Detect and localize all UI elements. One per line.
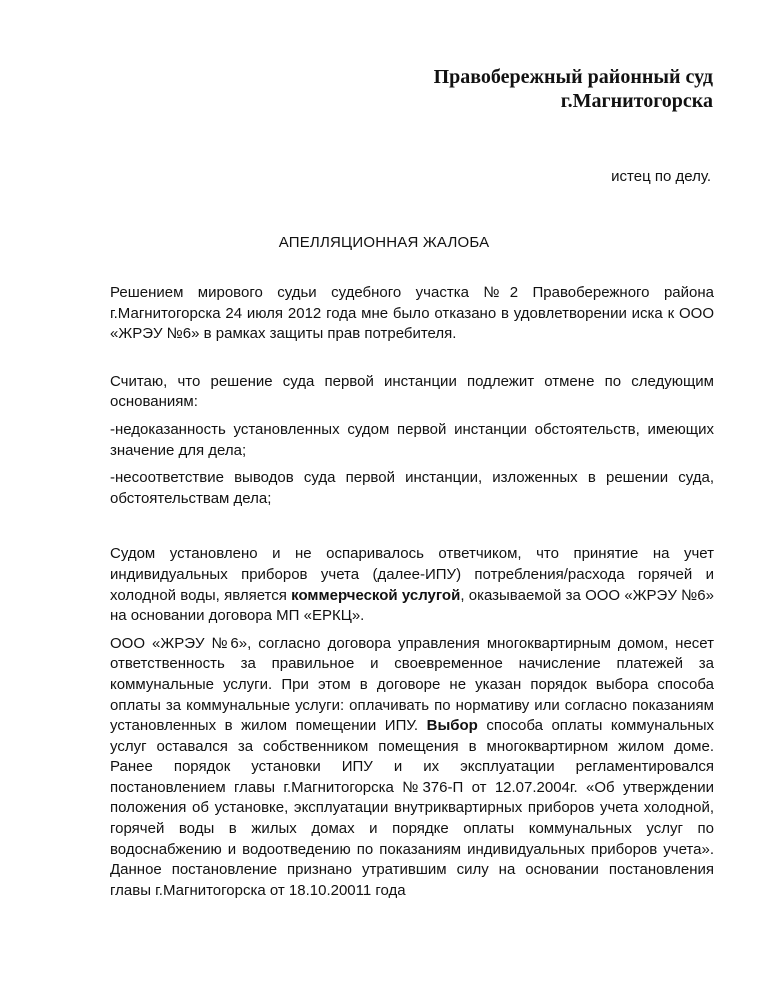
- text-span: способа оплаты коммунальных услуг оставался за собственником помещения в многоквартирном жилом доме. Ранее порядок установки ИПУ и их эксплуатации регламентировался постановлением главы г.Магнитогорска №376-П от 12.07.2004г. «Об утверждении положения об установке, эксплуатации внутриквартирных приборов учета холодной, горячей воды в жилых домах и порядке оплаты коммунальных услуг по водоснабжению и водоотведению по показаниям индивидуальных приборов учета». Данное постановление признано утратившим силу на основании постановления главы г.Магнитогорска от 18.10.20011 года: [110, 717, 714, 899]
- bold-text: коммерческой услугой: [291, 586, 461, 604]
- text-span: , оказываемой за ООО «ЖРЭУ №6» на основании договора МП «ЕРКЦ».: [110, 586, 714, 625]
- court-city: г.Магнитогорска: [560, 90, 713, 112]
- paragraph-established-facts: [110, 544, 714, 626]
- text-span: ООО «ЖРЭУ №6», согласно договора управления многоквартирным домом, несет ответственность за правильное и своевременное начисление платежей за коммунальные услуги. При этом в договоре не указан порядок выбора способа оплаты за коммунальные услуги: оплачивать по нормативу или согласно показаниям установленных в жилом помещении ИПУ.: [110, 634, 714, 735]
- document-body: [110, 283, 714, 901]
- text-span: Судом установлено и не оспаривалось ответчиком, что принятие на учет индивидуальных приборов учета (далее-ИПУ) потребления/расхода горячей и холодной воды, является: [110, 545, 714, 604]
- paragraph-ground-2: -несоответствие выводов суда первой инстанции, изложенных в решении суда, обстоятельствам дела;: [110, 469, 714, 507]
- court-name: Правобережный районный суд: [433, 66, 713, 88]
- paragraph-grounds-intro: Считаю, что решение суда первой инстанции подлежит отмене по следующим основаниям:: [110, 372, 714, 411]
- document-title: АПЕЛЛЯЦИОННАЯ ЖАЛОБА: [278, 234, 490, 251]
- court-address-block: [434, 65, 713, 113]
- paragraph-decision: Решением мирового судьи судебного участка №2 Правобережного района г.Магнитогорска 24 июля 2012 года мне было отказано в удовлетворении иска к ООО «ЖРЭУ №6» в рамках защиты прав потребителя.: [110, 284, 714, 343]
- plaintiff-line: истец по делу.: [611, 168, 711, 185]
- bold-text: Выбор: [426, 717, 478, 735]
- paragraph-ground-1: -недоказанность установленных судом первой инстанции обстоятельств, имеющих значение для дела;: [110, 420, 714, 459]
- paragraph-responsibility: [110, 634, 714, 902]
